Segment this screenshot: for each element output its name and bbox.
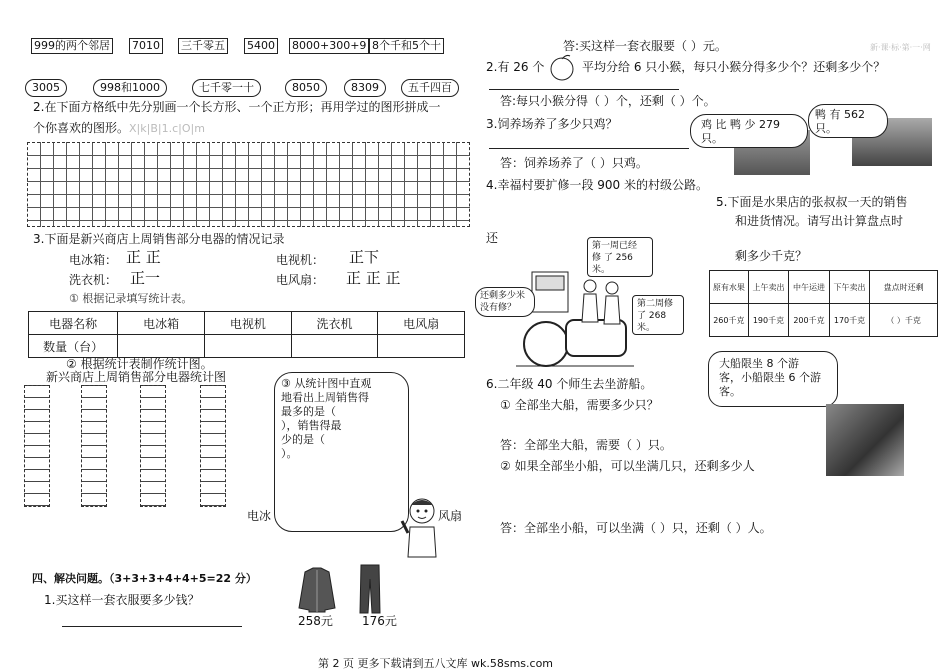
q2-text-1: 2.在下面方格纸中先分别画一个长方形、一个正方形；再用学过的图形拼成一 (33, 100, 441, 114)
jacket-icon (297, 566, 337, 614)
number-card-2: 7010 (129, 38, 163, 54)
boat-photo (826, 404, 904, 476)
page-footer: 第 2 页 更多下载请到五八文库 wk.58sms.com (318, 657, 554, 670)
pants-icon (358, 563, 382, 615)
watermark-top: 新·课·标·第·一·网 (870, 43, 931, 52)
number-oval-1: 3005 (25, 79, 67, 97)
r-q4-cut: 还 (486, 231, 499, 245)
r-q6-2-answer: 答：全部坐小船，可以坐满（ ）只，还剩（ ）人。 (500, 521, 772, 535)
fruit-val-remaining[interactable]: （ ）千克 (870, 304, 938, 337)
boat-line3: 客。 (719, 385, 741, 398)
price-jacket: 258元 (298, 614, 333, 628)
duck-bubble-line1: 鸭 有 562 (815, 108, 865, 121)
week1-line2: 修 了 256 (592, 253, 633, 263)
number-card-6: 8个千和5个十 (369, 38, 444, 54)
number-card-4: 5400 (244, 38, 278, 54)
bubble-line-2: 地看出上周销售得 (281, 391, 369, 404)
peach-icon (548, 52, 576, 82)
section4-title: 四、解决问题。（3+3+3+4+4+5=22 分） (32, 572, 257, 585)
r-q2-work-line[interactable] (489, 89, 679, 90)
fruit-th-remaining: 盘点时还剩 (870, 271, 938, 304)
r-q5-b: 和进货情况。请写出计算盘点时 (735, 214, 904, 228)
cell-fridge[interactable] (118, 335, 205, 358)
fruit-table (709, 270, 938, 337)
fruit-th-original: 原有水果 (710, 271, 749, 304)
chart-column-tv[interactable] (81, 385, 107, 507)
fruit-th-afternoon: 下午卖出 (829, 271, 870, 304)
chicken-bubble (690, 114, 808, 148)
r-q3-answer: 答：饲养场养了（ ）只鸡。 (500, 156, 648, 170)
remaining-line1: 还剩多少米 (480, 291, 526, 301)
q3-sub2: ② 根据统计表制作统计图。 (66, 357, 213, 371)
r-q2-a: 2.有 26 个 (486, 60, 545, 74)
boat-line1: 大船限坐 8 个游 (719, 357, 799, 370)
q2-watermark: X|k|B|1.c|O|m (129, 122, 205, 135)
r-q6: 6.二年级 40 个师生去坐游船。 (486, 377, 653, 391)
tally-fridge-label: 电冰箱： (69, 253, 118, 267)
number-oval-5: 8309 (344, 79, 386, 97)
th-fridge: 电冰箱 (118, 312, 205, 335)
tally-fridge-marks: 正 正 (126, 248, 161, 266)
bubble-line-6: ）。 (281, 447, 298, 460)
r-q6-2: ② 如果全部坐小船，可以坐满几只，还剩多少人 (500, 459, 755, 473)
fruit-val-morning: 190千克 (748, 304, 789, 337)
cell-tv[interactable] (205, 335, 292, 358)
boat-bubble (708, 351, 838, 407)
cell-fan[interactable] (378, 335, 465, 358)
q3-title: 3.下面是新兴商店上周销售部分电器的情况记录 (33, 232, 285, 246)
q3-question-bubble (274, 372, 409, 532)
number-oval-4: 8050 (285, 79, 327, 97)
q2-text-2-main: 个你喜欢的图形。 (33, 121, 130, 135)
tally-fan-marks: 正 正 正 (346, 269, 401, 287)
r-q5-c: 剩多少千克？ (735, 249, 808, 263)
cell-washer[interactable] (291, 335, 378, 358)
week2-line1: 第二周修 (637, 299, 674, 309)
tally-tv-label: 电视机： (276, 253, 325, 267)
r-q6-1: ① 全部坐大船，需要多少只？ (500, 398, 659, 412)
fruit-val-afternoon: 170千克 (829, 304, 870, 337)
th-washer: 洗衣机 (291, 312, 378, 335)
chart-column-fridge[interactable] (24, 385, 50, 507)
week2-line3: 米。 (637, 323, 656, 333)
chart-column-washer[interactable] (140, 385, 166, 507)
number-card-5: 8000+300+9 (289, 38, 369, 54)
r-q4: 4.幸福村要扩修一段 900 米的村级公路。 (486, 178, 708, 192)
fruit-th-morning: 上午卖出 (748, 271, 789, 304)
q2-text-2 (33, 120, 205, 137)
r-q2-b: 平均分给 6 只小猴，每只小猴分得多少个？还剩多少个？ (582, 60, 886, 74)
boy-cartoon-icon (400, 495, 440, 565)
week1-line3: 米。 (592, 265, 611, 275)
s4-q1-answer-line[interactable] (62, 626, 242, 627)
number-oval-3: 七千零一十 (192, 79, 261, 97)
chart-label-left: 电冰 (247, 509, 272, 523)
duck-bubble (808, 104, 888, 138)
q3-stat-table (28, 311, 465, 358)
chicken-bubble-line1: 鸡 比 鸭 少 279 (701, 118, 780, 131)
bubble-line-1: ③ 从统计图中直观 (281, 377, 372, 390)
r-q3-work-line[interactable] (489, 148, 689, 149)
boat-line2: 客，小船限坐 6 个游 (719, 371, 821, 384)
r-q5-a: 5.下面是水果店的张叔叔一天的销售 (716, 195, 908, 209)
th-fan: 电风扇 (378, 312, 465, 335)
price-pants: 176元 (362, 614, 397, 628)
s4-q1: 1.买这样一套衣服要多少钱？ (44, 593, 200, 607)
week2-line2: 了 268 (637, 311, 667, 321)
remaining-line2: 没有修？ (480, 303, 517, 313)
number-card-3: 三千零五 (178, 38, 228, 54)
row-qty-label: 数量（台） (29, 335, 118, 358)
remaining-bubble (475, 287, 535, 317)
chart-label-right: 风扇 (438, 509, 463, 523)
r-q3: 3.饲养场养了多少只鸡？ (486, 117, 618, 131)
bubble-line-3: 最多的是（ (281, 405, 336, 418)
bubble-line-5: 少的是（ (281, 433, 325, 446)
chart-column-fan[interactable] (200, 385, 226, 507)
th-name: 电器名称 (29, 312, 118, 335)
duck-bubble-line2: 只。 (815, 122, 837, 135)
week1-line1: 第一周已经 (592, 241, 638, 251)
th-tv: 电视机 (205, 312, 292, 335)
tally-washer-label: 洗衣机： (69, 273, 118, 287)
number-oval-2: 998和1000 (93, 79, 167, 97)
fruit-val-original: 260千克 (710, 304, 749, 337)
r-q2-answer: 答:每只小猴分得（ ）个，还剩（ ）个。 (500, 94, 716, 108)
week1-bubble (587, 237, 653, 277)
chart-title: 新兴商店上周销售部分电器统计图 (46, 370, 227, 384)
q3-sub1: ① 根据记录填写统计表。 (69, 292, 193, 305)
tally-tv-marks: 正下 (349, 248, 380, 266)
number-oval-6: 五千四百 (401, 79, 459, 97)
tally-washer-marks: 正一 (130, 269, 161, 287)
s4-q1-answer: 答:买这样一套衣服要（ ）元。 (563, 39, 727, 53)
week2-bubble (632, 295, 684, 335)
number-card-1: 999的两个邻居 (31, 38, 113, 54)
r-q6-1-answer: 答：全部坐大船，需要（ ）只。 (500, 438, 672, 452)
q2-grid-paper[interactable] (27, 142, 470, 227)
fruit-th-noon: 中午运进 (789, 271, 830, 304)
tally-fan-label: 电风扇： (276, 273, 325, 287)
fruit-val-noon: 200千克 (789, 304, 830, 337)
chicken-bubble-line2: 只。 (701, 132, 723, 145)
bubble-line-4: ），销售得最 (281, 419, 342, 432)
